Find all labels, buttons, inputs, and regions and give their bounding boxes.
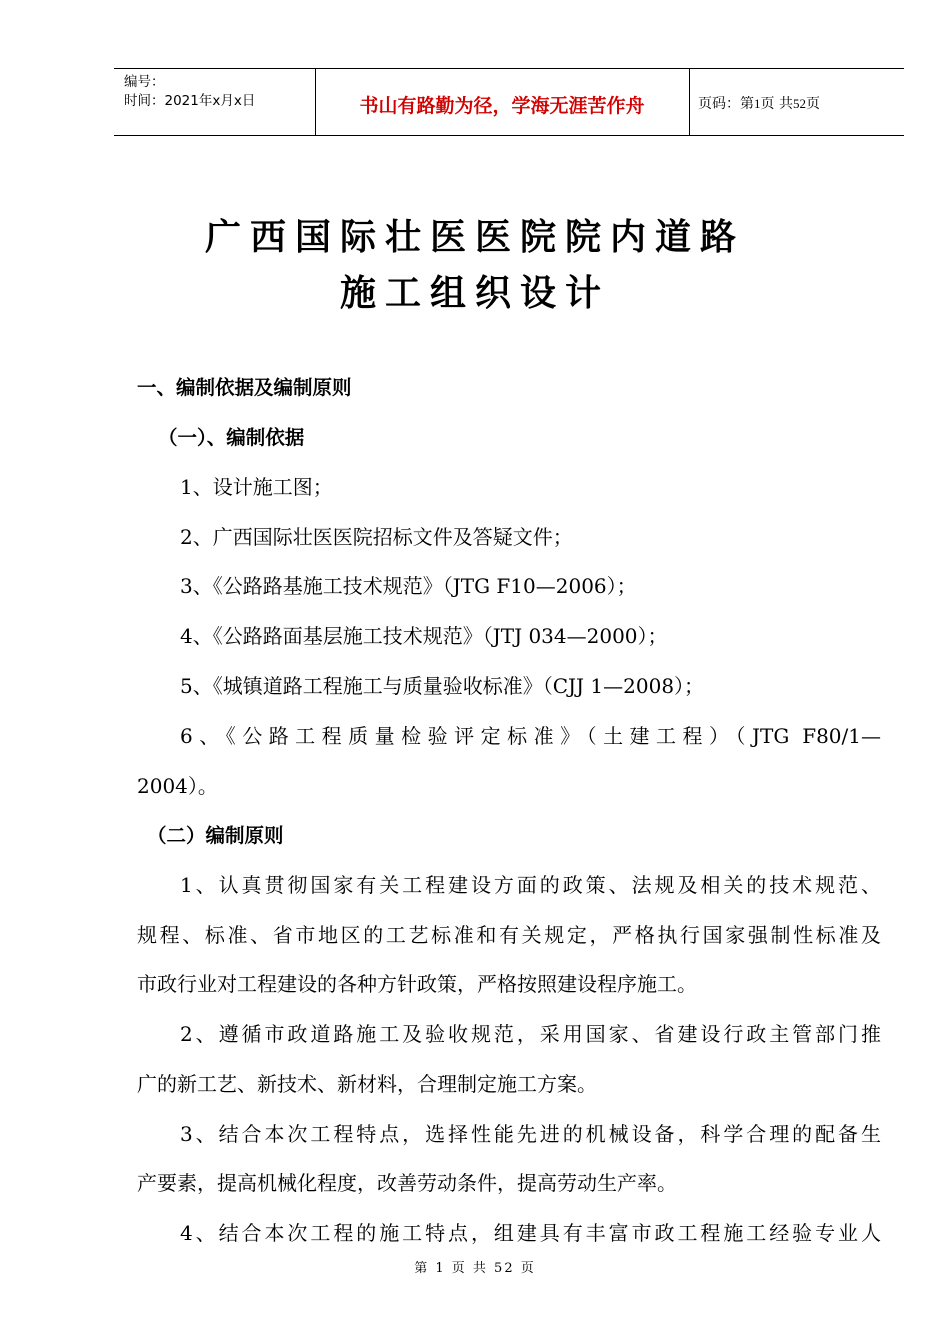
- page-suffix: 页: [805, 96, 820, 112]
- header-divider: [689, 69, 690, 135]
- page-footer: 第 1 页 共 52 页: [414, 1261, 536, 1276]
- page-current: 1: [754, 96, 761, 111]
- paragraph-line: 广的新工艺、新技术、新材料，合理制定施工方案。: [137, 1072, 597, 1096]
- paragraph-line: 市政行业对工程建设的各种方针政策，严格按照建设程序施工。: [137, 972, 697, 996]
- section-heading: 一、编制依据及编制原则: [137, 376, 352, 399]
- title-line-2: 施工组织设计: [339, 273, 610, 314]
- page-label-prefix: 页码：第: [698, 96, 754, 112]
- list-item: 4、《公路路面基层施工技术规范》（JTJ 034—2000）；: [180, 624, 668, 648]
- list-item: 6、《公路工程质量检验评定标准》（土建工程）（JTG F80/1—: [180, 724, 881, 748]
- subsection-heading: （一）、编制依据: [158, 426, 305, 449]
- list-item: 3、《公路路基施工技术规范》（JTG F10—2006）；: [180, 574, 637, 598]
- page-mid: 页 共: [760, 96, 793, 112]
- document-title: [0, 210, 950, 322]
- list-item: 2、广西国际壮医医院招标文件及答疑文件；: [180, 525, 573, 549]
- paragraph-line: 产要素，提高机械化程度，改善劳动条件，提高劳动生产率。: [137, 1171, 677, 1195]
- list-item: 5、《城镇道路工程施工与质量验收标准》（CJJ 1—2008）；: [180, 674, 705, 698]
- document-header: [114, 68, 904, 136]
- code-label: 编号：: [124, 74, 165, 90]
- paragraph-line: 4、结合本次工程的施工特点，组建具有丰富市政工程施工经验专业人: [180, 1221, 881, 1245]
- list-item: 1、设计施工图；: [180, 475, 333, 499]
- subsection-heading: （二）编制原则: [147, 824, 284, 847]
- header-motto: 书山有路勤为径，学海无涯苦作舟: [359, 95, 645, 117]
- page-total: 52: [792, 96, 806, 111]
- list-item-continuation: 2004）。: [137, 774, 218, 798]
- title-line-1: 广西国际壮医医院院内道路: [204, 217, 745, 258]
- paragraph-line: 2、遵循市政道路施工及验收规范，采用国家、省建设行政主管部门推: [180, 1022, 881, 1046]
- header-page-info: [698, 93, 820, 113]
- paragraph-line: 规程、标准、省市地区的工艺标准和有关规定，严格执行国家强制性标准及: [137, 923, 881, 947]
- paragraph-line: 1、认真贯彻国家有关工程建设方面的政策、法规及相关的技术规范、: [180, 873, 881, 897]
- header-meta: [124, 73, 255, 111]
- paragraph-line: 3、结合本次工程特点，选择性能先进的机械设备，科学合理的配备生: [180, 1122, 881, 1146]
- time-label: 时间：2021年x月x日: [124, 93, 256, 109]
